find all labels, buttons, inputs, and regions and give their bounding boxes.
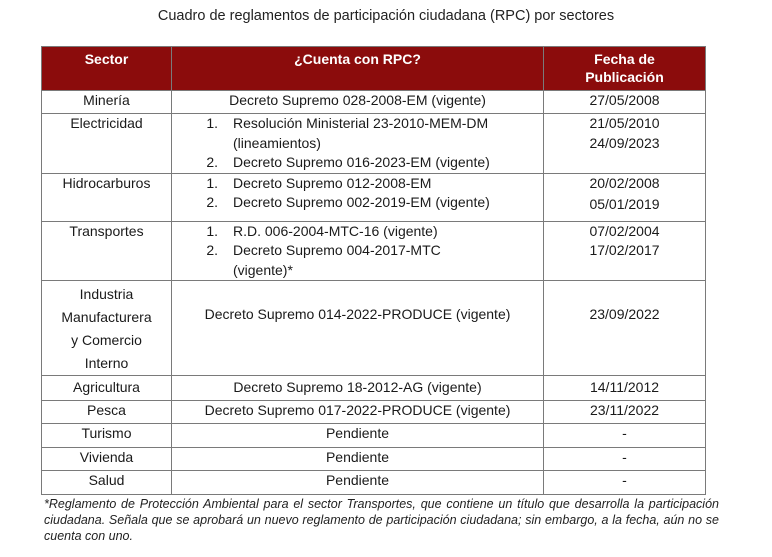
- list-text: Decreto Supremo 004-2017-MTC: [233, 242, 441, 258]
- list-number: 1.: [206, 174, 218, 191]
- sector-cell: Transportes: [42, 221, 172, 281]
- header-fecha-line1: Fecha de: [594, 51, 655, 67]
- list-item: [174, 222, 541, 242]
- table-row: [42, 471, 706, 495]
- fecha-value: 05/01/2019: [589, 196, 660, 212]
- list-item: [174, 114, 541, 153]
- header-rpc: ¿Cuenta con RPC?: [172, 47, 544, 91]
- list-item: [174, 241, 541, 280]
- rpc-cell: [172, 173, 544, 221]
- fecha-value: 20/02/2008: [589, 174, 660, 191]
- sector-line: Manufacturera: [61, 309, 152, 325]
- sector-cell: Hidrocarburos: [42, 173, 172, 221]
- fecha-cell: 27/05/2008: [544, 91, 706, 114]
- rpc-list: [174, 174, 541, 213]
- list-item: [174, 193, 541, 213]
- table-row: [42, 376, 706, 401]
- sector-cell: Vivienda: [42, 448, 172, 471]
- sector-cell: Turismo: [42, 424, 172, 448]
- footnote: *Reglamento de Protección Ambiental para el sector Transportes, que contiene un título que desarrolla la participación ciudadana. Señala que se aprobará un nuevo reglamento de participación ciudadana; sin embargo, a la fecha, aún no se cuenta con uno.: [44, 497, 719, 543]
- fecha-value: 24/09/2023: [589, 134, 660, 151]
- table-row: [42, 424, 706, 448]
- header-row: [42, 47, 706, 91]
- rpc-cell: Decreto Supremo 014-2022-PRODUCE (vigente): [172, 281, 544, 376]
- list-number: 2.: [206, 154, 218, 170]
- fecha-value: 17/02/2017: [589, 242, 660, 258]
- fecha-cell: 14/11/2012: [544, 376, 706, 401]
- rpc-table: [41, 46, 706, 495]
- list-number: 2.: [206, 194, 218, 210]
- fecha-value: 21/05/2010: [589, 115, 660, 131]
- list-item: [174, 153, 541, 173]
- sector-line: Interno: [84, 355, 129, 371]
- fecha-cell: [544, 173, 706, 221]
- sector-cell: Electricidad: [42, 114, 172, 174]
- fecha-cell: -: [544, 471, 706, 495]
- list-text: Resolución Ministerial 23-2010-MEM-DM: [233, 115, 489, 131]
- sector-line: Industria: [79, 286, 134, 302]
- rpc-cell: Pendiente: [172, 424, 544, 448]
- fecha-cell: [544, 114, 706, 174]
- list-number: 1.: [206, 115, 218, 131]
- table-row: [42, 448, 706, 471]
- sector-cell: Pesca: [42, 401, 172, 424]
- list-text: (lineamientos): [233, 134, 321, 151]
- rpc-list: [174, 114, 541, 173]
- rpc-cell: Decreto Supremo 017-2022-PRODUCE (vigente): [172, 401, 544, 424]
- header-sector: Sector: [42, 47, 172, 91]
- sector-cell: Agricultura: [42, 376, 172, 401]
- header-fecha-line2: Publicación: [585, 69, 664, 85]
- fecha-cell: -: [544, 424, 706, 448]
- header-fecha: [544, 47, 706, 91]
- table-row: [42, 173, 706, 221]
- rpc-cell: Decreto Supremo 18-2012-AG (vigente): [172, 376, 544, 401]
- fecha-cell: [544, 221, 706, 281]
- fecha-value: 07/02/2004: [589, 222, 660, 239]
- fecha-cell: 23/11/2022: [544, 401, 706, 424]
- rpc-cell: [172, 221, 544, 281]
- table-caption: Cuadro de reglamentos de participación ciudadana (RPC) por sectores: [157, 8, 615, 24]
- rpc-cell: Decreto Supremo 028-2008-EM (vigente): [172, 91, 544, 114]
- rpc-cell: [172, 114, 544, 174]
- fecha-cell: 23/09/2022: [544, 281, 706, 376]
- list-text: R.D. 006-2004-MTC-16 (vigente): [233, 222, 438, 239]
- table-row: [42, 281, 706, 376]
- list-item: [174, 174, 541, 194]
- rpc-cell: Pendiente: [172, 448, 544, 471]
- table-row: [42, 114, 706, 174]
- fecha-cell: -: [544, 448, 706, 471]
- rpc-list: [174, 222, 541, 281]
- table-row: [42, 401, 706, 424]
- sector-cell: Minería: [42, 91, 172, 114]
- sector-cell: [42, 281, 172, 376]
- sector-cell: Salud: [42, 471, 172, 495]
- list-number: 1.: [206, 222, 218, 239]
- list-text: Decreto Supremo 012-2008-EM: [233, 174, 432, 191]
- list-text: Decreto Supremo 002-2019-EM (vigente): [233, 194, 490, 210]
- sector-line: y Comercio: [71, 332, 142, 348]
- list-number: 2.: [206, 242, 218, 258]
- table-row: [42, 221, 706, 281]
- rpc-cell: Pendiente: [172, 471, 544, 495]
- list-text: (vigente)*: [233, 261, 293, 278]
- table-row: [42, 91, 706, 114]
- list-text: Decreto Supremo 016-2023-EM (vigente): [233, 154, 490, 170]
